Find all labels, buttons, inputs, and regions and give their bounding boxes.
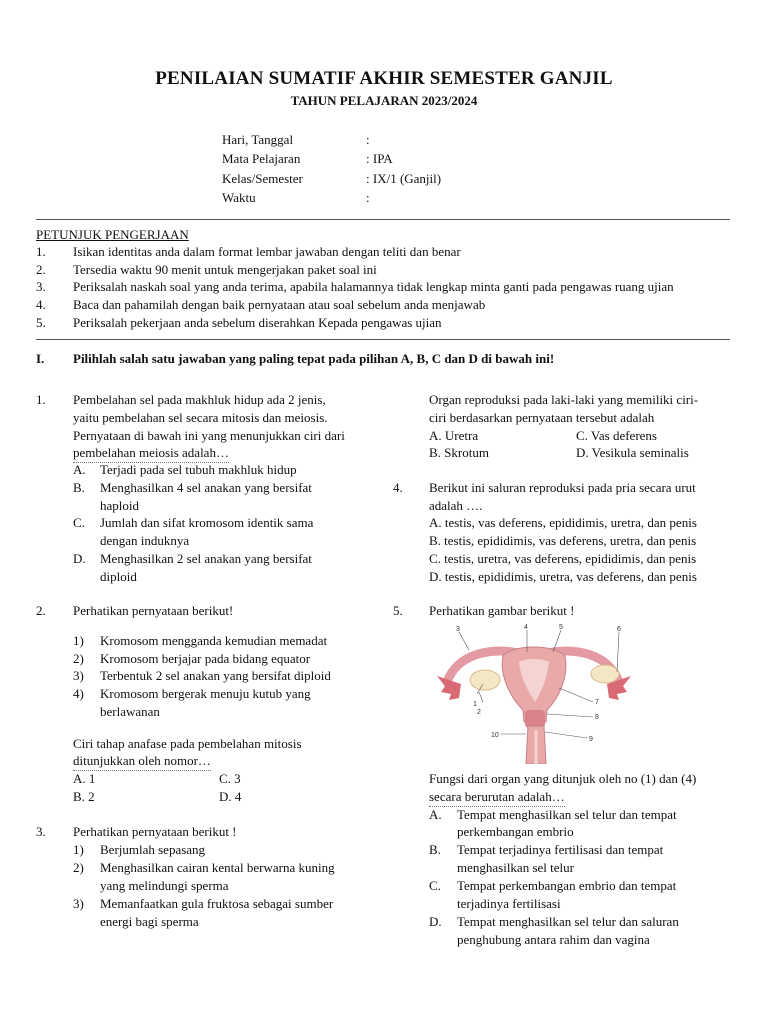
- option-text: diploid: [100, 569, 137, 584]
- figure-label-8: 8: [595, 714, 599, 721]
- option-letter: D.: [429, 914, 442, 929]
- option-b: B. testis, epididimis, vas deferens, uretra, dan penis: [429, 533, 697, 548]
- female-reproductive-diagram: [429, 622, 639, 764]
- question-stem: Perhatikan pernyataan berikut!: [73, 603, 234, 618]
- exam-subtitle: TAHUN PELAJARAN 2023/2024: [290, 93, 478, 108]
- option-text: Menghasilkan 4 sel anakan yang bersifat: [100, 480, 312, 495]
- statement-text: Kromosom mengganda kemudian memadat: [100, 633, 328, 648]
- option-text: Jumlah dan sifat kromosom identik sama: [100, 515, 314, 530]
- question-stem: Berikut ini saluran reproduksi pada pria secara urut: [429, 480, 696, 495]
- option-text: menghasilkan sel telur: [457, 860, 574, 875]
- statement-text: Kromosom berjajar pada bidang equator: [100, 651, 311, 666]
- option-text: Terjadi pada sel tubuh makhluk hidup: [100, 462, 297, 477]
- option-text: Tempat terjadinya fertilisasi dan tempat: [457, 842, 664, 857]
- ovary-right: [591, 665, 619, 683]
- figure-label-9: 9: [589, 736, 593, 743]
- option-a: A. 1: [73, 771, 96, 786]
- statement-text: Kromosom bergerak menuju kutub yang: [100, 686, 311, 701]
- instructions-heading: PETUNJUK PENGERJAAN: [36, 227, 189, 242]
- statement-number: 1): [73, 842, 84, 857]
- question-stem: Pernyataan di bawah ini yang menunjukkan ciri dari: [73, 428, 345, 443]
- ovary-left: [470, 670, 500, 690]
- question-text: Fungsi dari organ yang ditunjuk oleh no (1) dan (4): [429, 771, 697, 786]
- option-text: Menghasilkan 2 sel anakan yang bersifat: [100, 551, 312, 566]
- option-letter: A.: [73, 462, 86, 477]
- statement-text: Terbentuk 2 sel anakan yang bersifat diploid: [100, 668, 331, 683]
- question-stem: Pembelahan sel pada makhluk hidup ada 2 jenis,: [73, 392, 326, 407]
- statement-number: 2): [73, 651, 84, 666]
- divider: [36, 219, 730, 220]
- question-stem: yaitu pembelahan sel secara mitosis dan meiosis.: [73, 410, 328, 425]
- statement-text: yang melindungi sperma: [100, 878, 229, 893]
- option-c: C. Vas deferens: [576, 428, 657, 443]
- question-number: 2.: [36, 603, 46, 618]
- option-letter: B.: [429, 842, 441, 857]
- statement-number: 4): [73, 686, 84, 701]
- option-text: terjadinya fertilisasi: [457, 896, 561, 911]
- option-letter: C.: [73, 515, 85, 530]
- option-letter: C.: [429, 878, 441, 893]
- option-c: C. testis, uretra, vas deferens, epididimis, dan penis: [429, 551, 697, 566]
- option-d: D. 4: [219, 789, 242, 804]
- option-letter: A.: [429, 807, 442, 822]
- identity-value: :: [366, 132, 370, 147]
- question-number: 1.: [36, 392, 46, 407]
- statement-number: 3): [73, 896, 84, 911]
- question-stem: Perhatikan gambar berikut !: [429, 603, 575, 618]
- question-stem: pembelahan meiosis adalah…: [73, 444, 229, 463]
- identity-label: Hari, Tanggal: [222, 132, 294, 147]
- divider: [36, 339, 730, 340]
- option-text: penghubung antara rahim dan vagina: [457, 932, 650, 947]
- option-text: Tempat perkembangan embrio dan tempat: [457, 878, 677, 893]
- question-text: secara berurutan adalah…: [429, 788, 565, 807]
- question-stem: Perhatikan pernyataan berikut !: [73, 824, 237, 839]
- option-d: D. testis, epididimis, uretra, vas deferens, dan penis: [429, 569, 697, 584]
- identity-value: : IX/1 (Ganjil): [366, 171, 442, 186]
- option-c: C. 3: [219, 771, 241, 786]
- option-letter: D.: [73, 551, 86, 566]
- question-text: ditunjukkan oleh nomor…: [73, 752, 211, 771]
- statement-text: energi bagi sperma: [100, 914, 199, 929]
- option-b: B. 2: [73, 789, 95, 804]
- option-text: Tempat menghasilkan sel telur dan tempat: [457, 807, 677, 822]
- identity-label: Kelas/Semester: [222, 171, 303, 186]
- figure-label-4: 4: [524, 624, 528, 631]
- option-letter: B.: [73, 480, 85, 495]
- figure-label-3: 3: [456, 626, 460, 633]
- question-number: 5.: [393, 603, 403, 618]
- figure-label-1: 1: [473, 701, 477, 708]
- option-b: B. Skrotum: [429, 445, 489, 460]
- identity-label: Mata Pelajaran: [222, 151, 301, 166]
- option-text: dengan induknya: [100, 533, 190, 548]
- figure-label-10: 10: [491, 732, 499, 739]
- figure-label-6: 6: [617, 626, 621, 633]
- identity-label: Waktu: [222, 190, 256, 205]
- option-text: perkembangan embrio: [457, 824, 574, 839]
- question-text: Ciri tahap anafase pada pembelahan mitosis: [73, 736, 302, 751]
- option-a: A. testis, vas deferens, epididimis, uretra, dan penis: [429, 515, 697, 530]
- question-text: Organ reproduksi pada laki-laki yang memiliki ciri-: [429, 392, 699, 407]
- option-a: A. Uretra: [429, 428, 479, 443]
- cervix: [525, 710, 545, 728]
- option-d: D. Vesikula seminalis: [576, 445, 689, 460]
- exam-title: PENILAIAN SUMATIF AKHIR SEMESTER GANJIL: [155, 68, 613, 89]
- question-number: 3.: [36, 824, 46, 839]
- option-text: haploid: [100, 498, 139, 513]
- question-text: ciri berdasarkan pernyataan tersebut adalah: [429, 410, 655, 425]
- statement-text: Memanfaatkan gula fruktosa sebagai sumber: [100, 896, 334, 911]
- statement-number: 1): [73, 633, 84, 648]
- identity-value: :: [366, 190, 370, 205]
- figure-label-7: 7: [595, 699, 599, 706]
- option-text: Tempat menghasilkan sel telur dan saluran: [457, 914, 679, 929]
- question-number: 4.: [393, 480, 403, 495]
- statement-number: 3): [73, 668, 84, 683]
- question-stem: adalah ….: [429, 498, 483, 513]
- statement-text: Berjumlah sepasang: [100, 842, 206, 857]
- figure-label-2: 2: [477, 709, 481, 716]
- statement-number: 2): [73, 860, 84, 875]
- statement-text: Menghasilkan cairan kental berwarna kuning: [100, 860, 335, 875]
- figure-label-5: 5: [559, 624, 563, 631]
- identity-value: : IPA: [366, 151, 393, 166]
- statement-text: berlawanan: [100, 704, 160, 719]
